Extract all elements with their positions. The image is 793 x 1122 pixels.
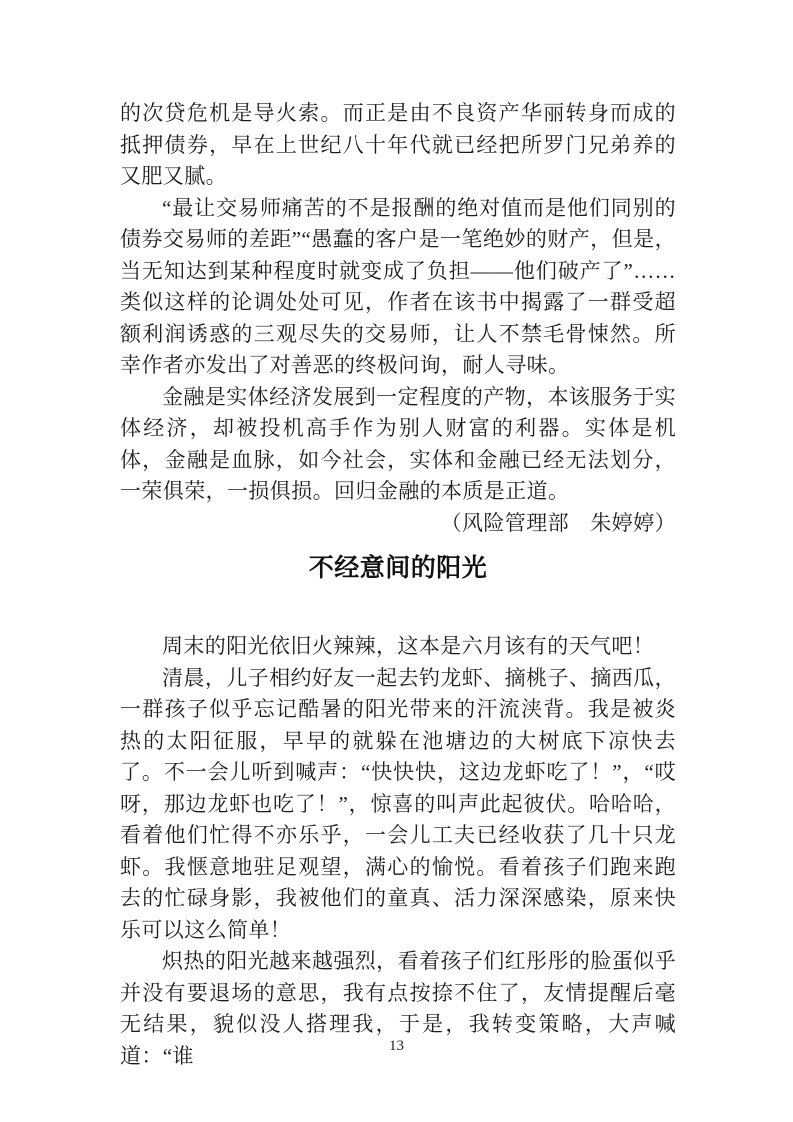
article-title: 不经意间的阳光 <box>308 555 488 582</box>
page-body <box>120 98 676 1072</box>
article-paragraph: 周末的阳光依旧火辣辣，这本是六月该有的天气吧！ <box>162 634 655 658</box>
review-paragraph: 金融是实体经济发展到一定程度的产物，本该服务于实体经济，却被投机高手作为别人财富的利器。实体是机体，金融是血脉，如今社会，实体和金融已经无法划分，一荣俱荣，一损俱损。回归金融的本质是正道。 <box>120 384 676 503</box>
article-paragraph: 清晨，儿子相约好友一起去钓龙虾、摘桃子、摘西瓜，一群孩子似乎忘记酷暑的阳光带来的汗流浃背。我是被炎热的太阳征服，早早的就躲在池塘边的大树底下凉快去了。不一会儿听到喊声：“快快快，这边龙虾吃了！”，“哎呀，那边龙虾也吃了！”，惊喜的叫声此起彼伏。哈哈哈，看着他们忙得不亦乐乎，一会儿工夫已经收获了几十只龙虾。我惬意地驻足观望，满心的愉悦。看着孩子们跑来跑去的忙碌身影，我被他们的童真、活力深深感染，原来快乐可以这么简单！ <box>120 665 676 942</box>
review-paragraph-continuation: 的次贷危机是导火索。而正是由不良资产华丽转身而成的抵押债券，早在上世纪八十年代就已经把所罗门兄弟养的又肥又腻。 <box>120 101 676 188</box>
review-paragraph: “最让交易师痛苦的不是报酬的绝对值而是他们同别的债券交易师的差距”“愚蠢的客户是一笔绝妙的财产，但是，当无知达到某种程度时就变成了负担——他们破产了”……类似这样的论调处处可见，作者在该书中揭露了一群受超额利润诱惑的三观尽失的交易师，让人不禁毛骨悚然。所幸作者亦发出了对善恶的终极问询，耐人寻味。 <box>120 195 676 377</box>
article-paragraph: 炽热的阳光越来越强烈，看着孩子们红彤彤的脸蛋似乎并没有要退场的意思，我有点按捺不住了，友情提醒后毫无结果，貌似没人搭理我，于是，我转变策略，大声喊道：“谁 <box>120 949 676 1068</box>
page-number: 13 <box>389 1038 404 1054</box>
author-attribution: （风险管理部 朱婷婷） <box>440 510 676 535</box>
